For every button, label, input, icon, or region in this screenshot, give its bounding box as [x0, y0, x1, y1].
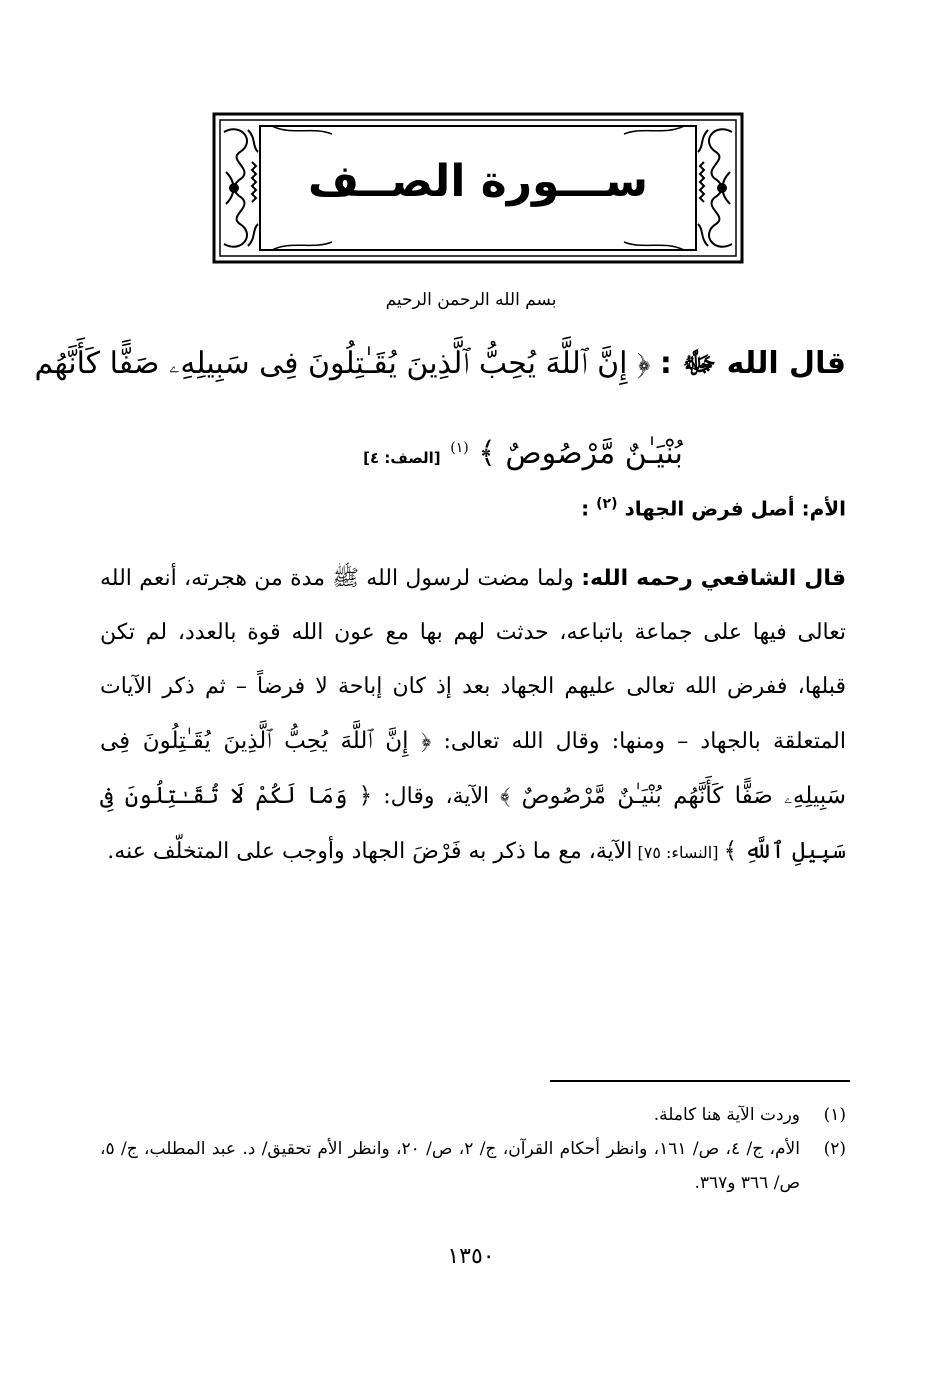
basmala: بسم الله الرحمن الرحيم [385, 290, 557, 310]
footnote-item [100, 1132, 846, 1200]
body-reference: [النساء: ٧٥] [632, 843, 724, 862]
heading-text: الأم: أصل فرض الجهاد [624, 496, 846, 521]
body-part-1: ولما مضت لرسول الله ﷺ مدة من هجرته، أنعم الله تعالى فيها على جماعة باتباعه، حدثت لهم بها مع عون الله قوة بالعدد، لم تكن قبلها، ففرض الله تعالى عليهم الجهاد بعد إذ كان إباحة لا فرضاً – ثم ذكر الآيات المتعلقة بالجهاد – ومنها: وقال الله تعالى: [100, 566, 846, 754]
body-quran-1: ﴿ إِنَّ ٱللَّهَ يُحِبُّ ٱلَّذِينَ يُقَـٰتِلُونَ فِى سَبِيلِهِۦ صَفًّا كَأَنَّهُم بُنْيَـٰنٌ مَّرْصُوصٌ ﴾ [100, 728, 846, 809]
verse-text-2: بُنْيَـٰنٌ مَّرْصُوصٌ ﴾ [478, 436, 683, 471]
body-quran-2: ﴿ وَمَا لَكُمْ لَا تُقَـٰتِلُونَ فِى سَبِيلِ ٱللَّهِ ﴾ [100, 783, 846, 864]
surah-title: ســـورة الصــف [307, 156, 649, 207]
verse-reference: [الصف: ٤] [363, 449, 441, 467]
footnote-number: (١) [823, 1105, 846, 1125]
surah-title-frame [212, 112, 744, 264]
body-paragraph [100, 552, 846, 880]
footnote-marker-1[interactable]: (١) [450, 440, 469, 456]
body-part-3: الآية، مع ما ذكر به فَرْضَ الجهاد وأوجب على المتخلّف عنه. [107, 839, 633, 864]
footnote-item [100, 1098, 846, 1132]
footnote-text: وردت الآية هنا كاملة. [653, 1105, 800, 1125]
verse-line-1 [34, 336, 846, 392]
page-number: ١٣٥٠ [447, 1244, 495, 1269]
footnote-text: الأم، ج/ ٤، ص/ ١٦١، وانظر أحكام القرآن، ج/ ٢، ص/ ٢٠، وانظر الأم تحقيق/ د. عبد المطلب، ج/ ٥، ص/ ٣٦٦ و٣٦٧. [100, 1139, 800, 1193]
verse-intro: قال الله ﷻ : [659, 346, 846, 381]
verse-text-1: ﴿ إِنَّ ٱللَّهَ يُحِبُّ ٱلَّذِينَ يُقَـٰتِلُونَ فِى سَبِيلِهِۦ صَفًّا كَأَنَّهُم [34, 346, 651, 381]
footnote-separator [550, 1080, 850, 1082]
footnote-marker-2[interactable]: (٢) [596, 496, 618, 512]
heading-colon: : [581, 496, 590, 521]
body-lead: قال الشافعي رحمه الله: [581, 566, 847, 591]
footnote-number: (٢) [823, 1139, 846, 1159]
section-heading [100, 496, 846, 521]
body-part-2: الآية، وقال: [372, 784, 501, 809]
footnotes [100, 1098, 846, 1200]
verse-line-2 [200, 420, 846, 486]
